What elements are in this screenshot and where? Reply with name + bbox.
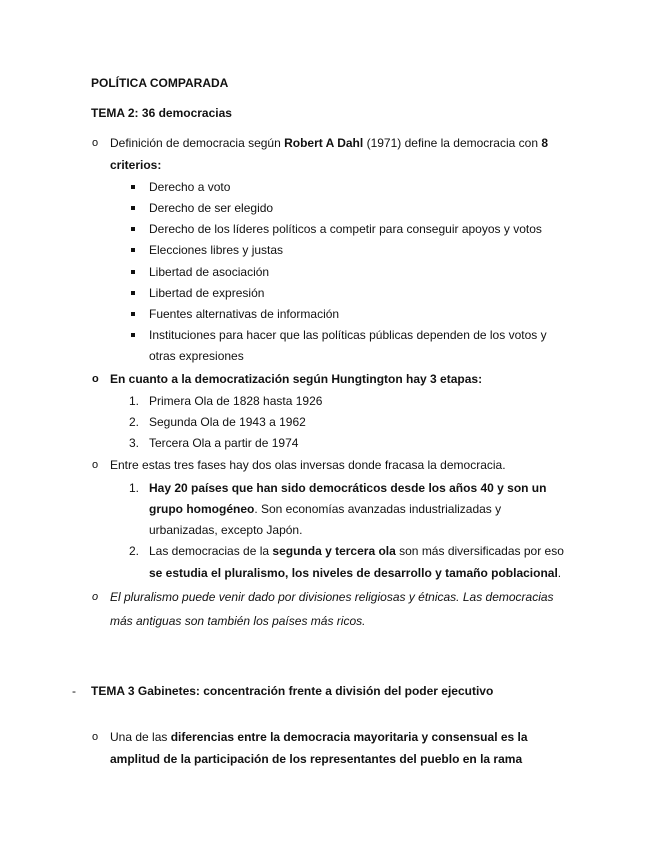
item1-line-2 <box>149 501 501 517</box>
item2-line-1 <box>149 543 564 559</box>
dahl-criterios: criterios: <box>110 158 162 172</box>
diff-text: Una de las <box>110 730 171 744</box>
item2-text-2: son más diversificadas por eso <box>395 544 564 558</box>
dahl-line-1 <box>110 135 548 151</box>
square-bullet <box>131 333 135 337</box>
square-bullet <box>131 227 135 231</box>
item1-line-3: urbanizadas, excepto Japón. <box>149 523 303 537</box>
bullet-o: o <box>92 591 99 603</box>
dash-bullet: - <box>72 684 76 698</box>
dahl-text-2: (1971) define la democracia con <box>363 136 542 150</box>
criterion-item: Libertad de expresión <box>149 286 265 300</box>
dahl-text-1: Definición de democracia según <box>110 136 285 150</box>
criterion-item: Libertad de asociación <box>149 265 270 279</box>
square-bullet <box>131 185 135 189</box>
bullet-o: o <box>92 731 99 743</box>
item2-olas: segunda y tercera ola <box>272 544 396 558</box>
document-title: POLÍTICA COMPARADA <box>91 76 229 90</box>
wave-item: Tercera Ola a partir de 1974 <box>149 436 299 450</box>
diff-line-1 <box>110 729 528 745</box>
square-bullet <box>131 270 135 274</box>
item1-line-1: Hay 20 países que han sido democráticos desde los años 40 y son un <box>149 481 547 495</box>
tema2-heading: TEMA 2: 36 democracias <box>91 106 232 120</box>
item2-line-2 <box>149 565 561 581</box>
item1-number: 1. <box>129 481 140 495</box>
wave-number: 1. <box>129 394 140 408</box>
criterion-item: Instituciones para hacer que las políticas públicas dependen de los votos y <box>149 328 547 342</box>
square-bullet <box>131 291 135 295</box>
tema3-heading: TEMA 3 Gabinetes: concentración frente a división del poder ejecutivo <box>91 684 494 698</box>
diff-bold-1: diferencias entre la democracia mayoritaria y consensual es la <box>170 730 528 744</box>
wave-number: 3. <box>129 436 140 450</box>
square-bullet <box>131 206 135 210</box>
wave-number: 2. <box>129 415 140 429</box>
bullet-o: o <box>92 137 99 149</box>
dahl-count: 8 <box>541 136 549 150</box>
criterion-item: Fuentes alternativas de información <box>149 307 340 321</box>
pluralismo-line-1: El pluralismo puede venir dado por divisiones religiosas y étnicas. Las democracias <box>110 590 554 604</box>
criterion-item-continuation: otras expresiones <box>149 349 244 363</box>
criterion-item: Derecho a voto <box>149 180 231 194</box>
inversas-line: Entre estas tres fases hay dos olas inversas donde fracasa la democracia. <box>110 458 506 472</box>
item2-number: 2. <box>129 544 140 558</box>
item2-pluralismo: se estudia el pluralismo, los niveles de desarrollo y tamaño poblacional <box>149 566 558 580</box>
bullet-o: o <box>92 373 99 385</box>
diff-line-2: amplitud de la participación de los representantes del pueblo en la rama <box>110 752 523 766</box>
criterion-item: Derecho de ser elegido <box>149 201 274 215</box>
criterion-item: Elecciones libres y justas <box>149 243 284 257</box>
wave-item: Segunda Ola de 1943 a 1962 <box>149 415 306 429</box>
item1-text: . Son economías avanzadas industrializadas y <box>254 502 502 516</box>
hungtington-line: En cuanto a la democratización según Hungtington hay 3 etapas: <box>110 372 483 386</box>
wave-item: Primera Ola de 1828 hasta 1926 <box>149 394 323 408</box>
item2-period: . <box>557 566 562 580</box>
criterion-item: Derecho de los líderes políticos a competir para conseguir apoyos y votos <box>149 222 542 236</box>
bullet-o: o <box>92 459 99 471</box>
item2-text-1: Las democracias de la <box>149 544 273 558</box>
square-bullet <box>131 312 135 316</box>
dahl-name: Robert A Dahl <box>284 136 364 150</box>
pluralismo-line-2: más antiguas son también los países más ricos. <box>110 614 366 628</box>
square-bullet <box>131 248 135 252</box>
item1-homogeneo: grupo homogéneo <box>149 502 255 516</box>
